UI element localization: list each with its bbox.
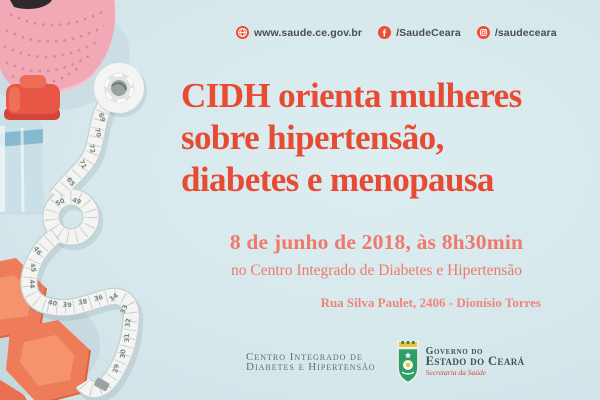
title-line-1: CIDH orienta mulheres [181, 76, 522, 115]
website-link [236, 26, 362, 39]
government-logo [426, 347, 525, 377]
website-text: www.saude.ce.gov.br [254, 26, 363, 39]
cidh-logo-line-1: Centro Integrado de [246, 351, 363, 363]
svg-text:44: 44 [27, 279, 37, 289]
tape-roll [99, 68, 141, 111]
globe-icon [236, 26, 249, 39]
cidh-logo [246, 352, 376, 372]
svg-text:49: 49 [71, 195, 83, 207]
gov-logo-line-3: Secretaria da Saúde [425, 368, 487, 377]
svg-text:29: 29 [111, 363, 122, 374]
gov-logo-line-2: Estado do Ceará [425, 354, 525, 368]
event-venue: no Centro Integrado de Diabetes e Hipertensão [231, 262, 522, 279]
gov-logo-line-1: Governo do [425, 346, 484, 357]
instagram-link [477, 26, 557, 39]
event-address: Rua Silva Paulet, 2406 - Dionísio Torres [320, 295, 541, 310]
svg-text:36: 36 [93, 293, 104, 304]
ceara-coat-of-arms-icon [396, 341, 420, 383]
svg-text:32: 32 [123, 317, 133, 328]
svg-text:71: 71 [77, 158, 89, 170]
title-line-2: sobre hipertensão, [181, 118, 444, 157]
contact-bar [236, 26, 557, 39]
water-bottle [0, 75, 60, 215]
facebook-icon [378, 26, 391, 39]
page-title [181, 75, 522, 201]
facebook-text: /SaudeCeara [396, 26, 461, 39]
title-line-3: diabetes e menopausa [181, 160, 494, 199]
svg-text:30: 30 [118, 348, 128, 359]
svg-text:39: 39 [62, 300, 72, 310]
svg-text:70: 70 [93, 127, 103, 138]
svg-text:31: 31 [122, 333, 132, 343]
svg-text:40: 40 [47, 298, 58, 309]
logo-bar [246, 338, 525, 386]
svg-text:65: 65 [64, 175, 77, 188]
instagram-icon [477, 26, 490, 39]
svg-text:38: 38 [77, 297, 88, 307]
svg-text:33: 33 [118, 303, 130, 315]
svg-text:69: 69 [96, 111, 108, 123]
svg-text:34: 34 [107, 291, 120, 304]
instagram-text: /saudeceara [494, 26, 557, 39]
facebook-link [378, 26, 461, 39]
fitness-photo-collage [0, 0, 190, 400]
svg-text:46: 46 [31, 244, 44, 257]
svg-text:45: 45 [28, 262, 38, 273]
svg-text:72: 72 [87, 143, 97, 154]
event-datetime: 8 de junho de 2018, às 8h30min [229, 230, 524, 254]
svg-text:50: 50 [54, 196, 66, 208]
cidh-logo-line-2: Diabetes e Hipertensão [246, 361, 376, 373]
event-details [198, 230, 555, 311]
